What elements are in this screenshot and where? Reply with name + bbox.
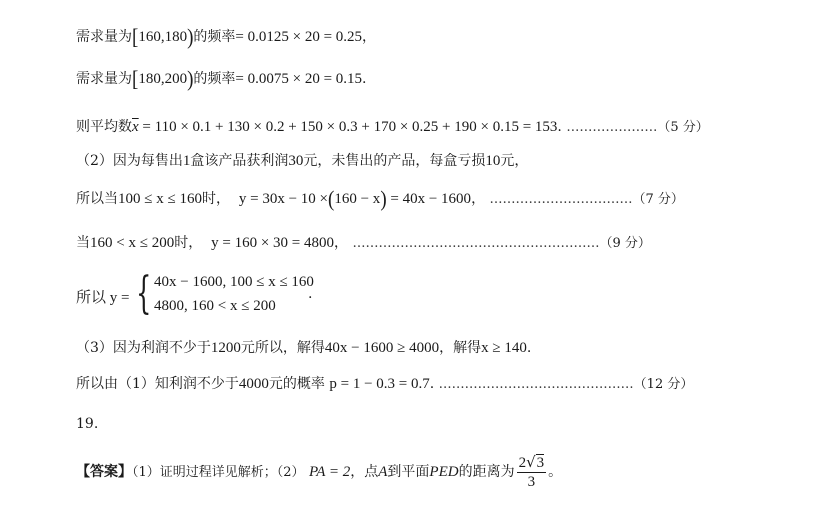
interval: 160,180 bbox=[138, 29, 188, 45]
text: 的距离为 bbox=[458, 464, 515, 480]
leader-dots: ………………… bbox=[566, 120, 658, 135]
score: （7 分） bbox=[632, 192, 684, 207]
text: 则平均数 bbox=[76, 119, 132, 135]
expression: = 0.0075 × 20 = 0.15 bbox=[235, 71, 363, 87]
condition: 160 < x ≤ 200 bbox=[90, 235, 175, 251]
expression: y = 160 × 30 = 4800 bbox=[211, 235, 334, 251]
number: 1 bbox=[182, 153, 191, 169]
text: （3）因为利润不少于 bbox=[76, 340, 211, 356]
number: 10 bbox=[485, 153, 501, 169]
text: ，点 bbox=[350, 464, 379, 480]
score: （12 分） bbox=[633, 377, 694, 392]
text: 元，未售出的产品，每盒亏损 bbox=[303, 153, 486, 169]
point-a: A bbox=[378, 464, 388, 480]
expression: y = 30x − 10 × bbox=[238, 191, 329, 207]
text: 所以当 bbox=[76, 191, 118, 207]
expression: = 0.0125 × 20 = 0.25 bbox=[235, 29, 363, 45]
line-mean bbox=[76, 117, 709, 138]
expression: = 40x − 1600 bbox=[390, 191, 472, 207]
text: 当 bbox=[76, 235, 90, 251]
line-probability bbox=[76, 374, 693, 395]
leader-dots: ……………………………………… bbox=[438, 377, 634, 392]
text: （1）证明过程详见解析；（2） bbox=[132, 465, 305, 480]
expression: p = 1 − 0.3 = 0.7 bbox=[329, 376, 430, 392]
text: 盒该产品获利润 bbox=[190, 153, 289, 169]
score: （9 分） bbox=[599, 236, 651, 251]
distance-fraction: $\frac{2√3}{3}$ bbox=[518, 452, 545, 490]
punct: ， bbox=[334, 235, 348, 251]
line-case-2 bbox=[76, 233, 651, 254]
line-part2-intro bbox=[76, 151, 528, 171]
punct: . bbox=[526, 340, 532, 356]
leader-dots: …………………………… bbox=[489, 192, 633, 207]
line-freq-180-200: 需求量为[180,200)的频率= 0.0075 × 20 = 0.15. bbox=[76, 67, 367, 92]
mean-variable: $\overline{x}$ bbox=[132, 119, 139, 135]
punct: . bbox=[429, 376, 435, 392]
punct: 。 bbox=[548, 464, 563, 480]
leader-dots: ………………………………………………… bbox=[352, 236, 600, 251]
plane-name: PED bbox=[429, 464, 459, 480]
text: 所以由（1）知利润不少于 bbox=[76, 376, 239, 392]
radicand: 3 bbox=[536, 454, 545, 471]
question-19: 19. bbox=[76, 416, 99, 432]
punct: . bbox=[308, 286, 313, 302]
text: 时， bbox=[174, 235, 203, 251]
inequality: 40x − 1600 ≥ 4000 bbox=[324, 340, 440, 356]
line-case-1: 所以当100 ≤ x ≤ 160时， y = 30x − 10 ×(160 − x) = 40x − 1600， ……………………………（7 分） bbox=[76, 187, 684, 212]
text: 时， bbox=[201, 191, 230, 207]
case-1: 40x − 1600, 100 ≤ x ≤ 160 bbox=[154, 274, 314, 290]
text: 元， bbox=[500, 153, 529, 169]
piecewise-label: 所以 y = bbox=[76, 290, 130, 306]
answer-tag: 【答案】 bbox=[76, 464, 132, 480]
expression: = 110 × 0.1 + 130 × 0.2 + 150 × 0.3 + 170 × 0.25 + 190 × 0.15 = 153 bbox=[142, 119, 558, 135]
interval: 180,200 bbox=[138, 71, 188, 87]
line-part3 bbox=[76, 338, 531, 358]
line-freq-160-180: 需求量为[160,180)的频率= 0.0125 × 20 = 0.25， bbox=[76, 25, 377, 50]
punct: ， bbox=[471, 191, 486, 207]
text: 需求量为 bbox=[76, 29, 132, 45]
text: （2）因为每售出 bbox=[76, 153, 183, 169]
number: 30 bbox=[288, 153, 304, 169]
number: 1200 bbox=[210, 340, 241, 356]
answer-line bbox=[76, 452, 562, 496]
number: 4000 bbox=[238, 376, 269, 392]
text: 需求量为 bbox=[76, 71, 132, 87]
text: 的频率 bbox=[193, 29, 236, 45]
punct: . bbox=[362, 71, 367, 87]
case-2: 4800, 160 < x ≤ 200 bbox=[154, 298, 276, 314]
question-number bbox=[76, 414, 98, 434]
expression: 160 − x bbox=[334, 191, 381, 207]
text: ，解得 bbox=[439, 340, 482, 356]
left-brace: { bbox=[136, 268, 152, 319]
punct: . bbox=[557, 119, 562, 135]
text: 的频率 bbox=[193, 71, 236, 87]
condition: 100 ≤ x ≤ 160 bbox=[118, 191, 202, 207]
text: 元的概率 bbox=[268, 376, 325, 392]
score: （5 分） bbox=[657, 120, 709, 135]
result: x ≥ 140 bbox=[481, 340, 527, 356]
denominator: 3 bbox=[527, 473, 536, 490]
pa-value: PA = 2 bbox=[309, 464, 351, 480]
text: 到平面 bbox=[387, 464, 430, 480]
numerator-coef: 2 bbox=[518, 454, 527, 471]
punct: ， bbox=[362, 29, 377, 45]
text: 元所以，解得 bbox=[240, 340, 325, 356]
